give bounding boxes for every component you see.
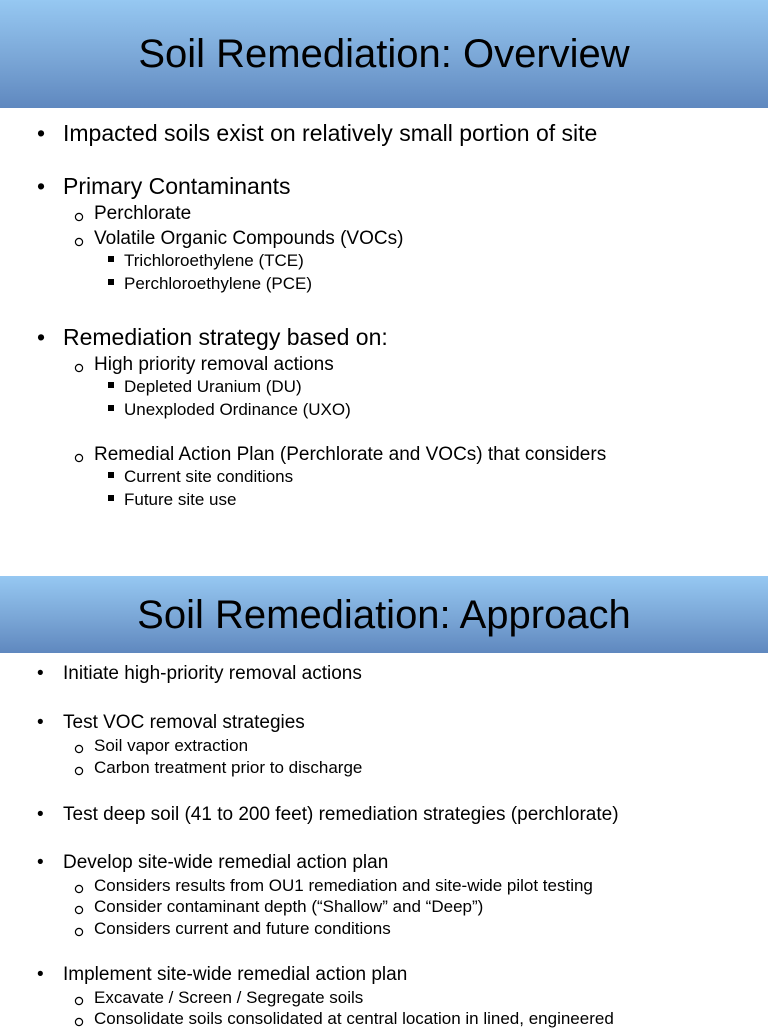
bullet-icon: • [37,663,44,684]
sub-bullet-text: Volatile Organic Compounds (VOCs) [94,228,404,249]
sub-bullet-text: Carbon treatment prior to discharge [94,758,363,777]
sub-bullet-text: Perchlorate [94,203,192,224]
sub-bullet-item [94,445,606,464]
sub-bullet-text: High priority removal actions [94,354,334,375]
bullet-icon: • [37,964,44,985]
circle-bullet-icon [74,448,84,467]
circle-bullet-icon [74,207,84,226]
bullet-text: Primary Contaminants [63,173,291,199]
bullet-item [37,852,389,873]
sub-bullet-text: Considers current and future conditions [94,919,391,938]
sub-bullet-text: Consolidate soils consolidated at central location in lined, engineered [94,1009,614,1028]
circle-bullet-icon [74,880,84,897]
square-bullet-icon [108,495,114,501]
sub-bullet-item [94,1010,614,1027]
sub-bullet-item [94,355,334,374]
bullet-icon: • [37,712,44,733]
bullet-item [37,324,388,350]
slide-title: Soil Remediation: Approach [137,592,631,637]
bullet-item [37,663,362,684]
bullet-icon: • [37,173,46,199]
bullet-item [37,712,305,733]
square-bullet-icon [108,279,114,285]
bullet-text: Remediation strategy based on: [63,324,388,350]
sub-bullet-text: Excavate / Screen / Segregate soils [94,988,364,1007]
circle-bullet-icon [74,1013,84,1030]
circle-bullet-icon [74,232,84,251]
sub-sub-bullet-item [124,401,351,418]
bullet-text: Test VOC removal strategies [63,712,305,733]
circle-bullet-icon [74,740,84,757]
square-bullet-icon [108,472,114,478]
bullet-text: Impacted soils exist on relatively small portion of site [63,120,598,146]
sub-sub-bullet-item [124,468,293,485]
square-bullet-icon [108,405,114,411]
slide-approach [0,576,768,1028]
circle-bullet-icon [74,992,84,1009]
sub-bullet-text: Considers results from OU1 remediation and site-wide pilot testing [94,876,593,895]
sub-bullet-item [94,877,593,894]
sub-bullet-item [94,989,363,1006]
circle-bullet-icon [74,901,84,918]
circle-bullet-icon [74,923,84,940]
bullet-text: Implement site-wide remedial action plan [63,964,408,985]
bullet-icon: • [37,120,46,146]
sub-sub-bullet-item [124,378,302,395]
sub-sub-bullet-text: Current site conditions [124,467,294,486]
bullet-icon: • [37,324,46,350]
sub-bullet-item [94,229,403,248]
square-bullet-icon [108,382,114,388]
sub-bullet-text: Remedial Action Plan (Perchlorate and VOCs) that considers [94,444,607,465]
sub-bullet-text: Consider contaminant depth (“Shallow” and “Deep”) [94,897,484,916]
bullet-item [37,804,619,825]
bullet-text: Develop site-wide remedial action plan [63,852,389,873]
sub-bullet-text: Soil vapor extraction [94,736,249,755]
circle-bullet-icon [74,762,84,779]
sub-sub-bullet-text: Future site use [124,490,237,509]
slide-title: Soil Remediation: Overview [138,32,630,76]
sub-sub-bullet-text: Perchloroethylene (PCE) [124,274,313,293]
circle-bullet-icon [74,358,84,377]
bullet-text: Initiate high-priority removal actions [63,663,362,684]
bullet-item [37,173,291,199]
sub-bullet-item [94,759,362,776]
sub-sub-bullet-text: Unexploded Ordinance (UXO) [124,400,351,419]
bullet-item [37,120,598,146]
sub-bullet-item [94,737,248,754]
slide-title-bar [0,0,768,108]
sub-sub-bullet-item [124,491,236,508]
sub-sub-bullet-text: Depleted Uranium (DU) [124,377,302,396]
square-bullet-icon [108,256,114,262]
sub-bullet-item [94,204,191,223]
sub-sub-bullet-text: Trichloroethylene (TCE) [124,251,304,270]
sub-bullet-item [94,920,391,937]
bullet-icon: • [37,852,44,873]
sub-sub-bullet-item [124,252,304,269]
bullet-text: Test deep soil (41 to 200 feet) remediation strategies (perchlorate) [63,804,619,825]
sub-bullet-item [94,898,483,915]
slide-title-bar [0,576,768,653]
bullet-icon: • [37,804,44,825]
bullet-item [37,964,408,985]
sub-sub-bullet-item [124,275,312,292]
